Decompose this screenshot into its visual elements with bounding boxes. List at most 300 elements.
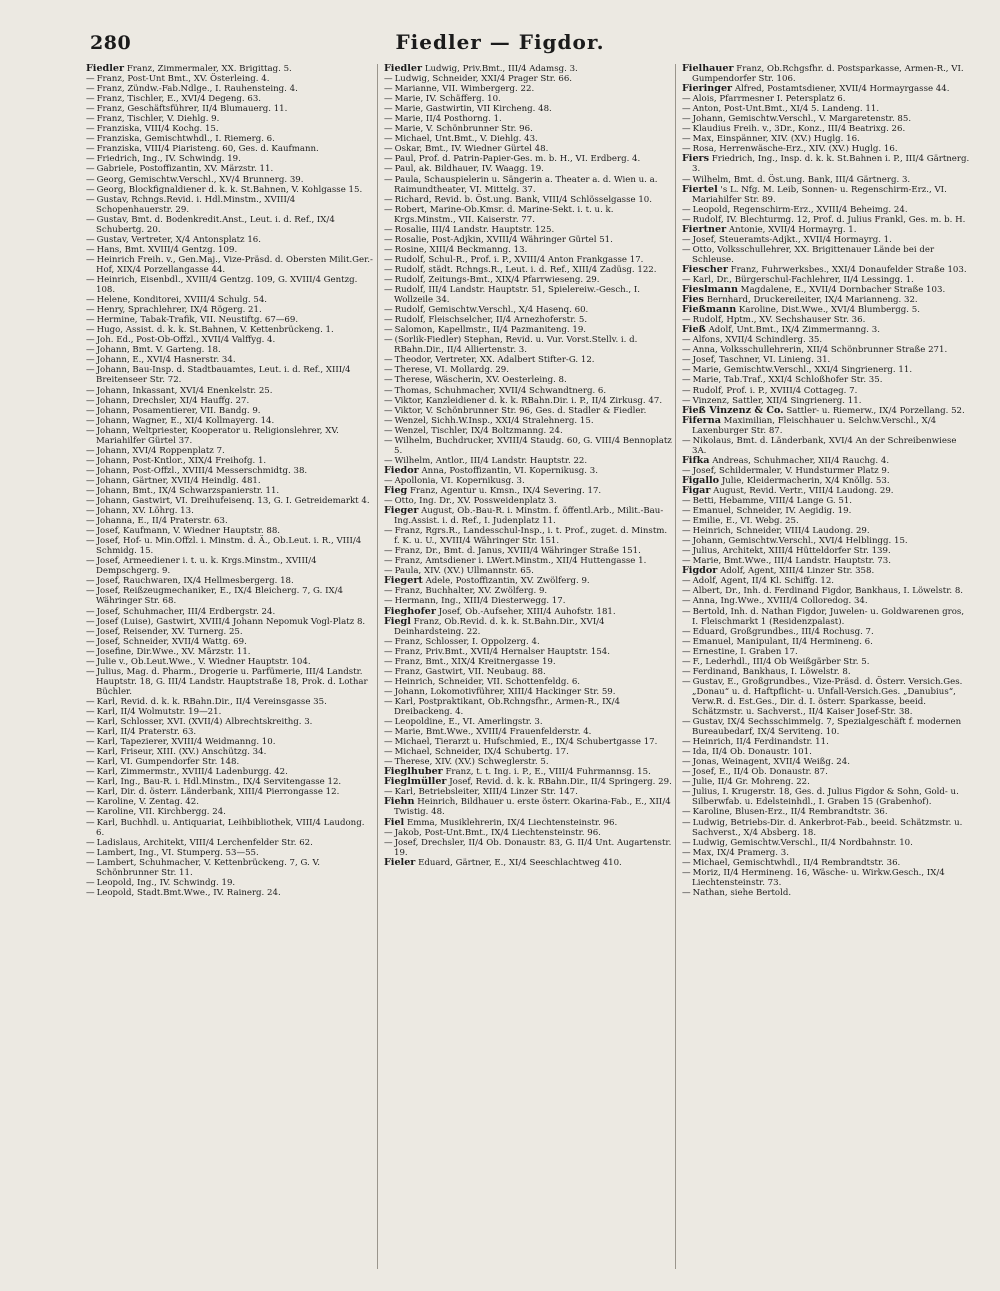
entry-text: Franz, Geschäftsführer, II/4 Blumauerg. 11. xyxy=(96,104,288,115)
continuation-dash: — xyxy=(384,355,393,366)
entry-text: Julius, I. Krugerstr. 18, Ges. d. Julius Figdor & Sohn, Gold- u. Silberwfab. u. Edelsteinhdl., I. Graben 15 (Grabenhof). xyxy=(692,787,959,808)
entry-text: Anna, Postoffizantin, VI. Kopernikusg. 3. xyxy=(421,465,598,476)
entry-text: Gustav, Vertreter, X/4 Antonsplatz 16. xyxy=(96,234,261,245)
continuation-dash: — xyxy=(86,485,95,496)
directory-entry xyxy=(682,627,970,637)
continuation-dash: — xyxy=(682,596,691,607)
directory-entry xyxy=(86,305,374,315)
entry-text: Julius, Mag. d. Pharm., Drogerie u. Parfümerie, III/4 Landstr. Hauptstr. 18, G. III/4 Landstr. Hauptstraße 18, Prok. d. Lothar Büchler. xyxy=(96,666,368,697)
entry-text: Gustav, E., Großgrundbes., Vize-Präsd. d. Österr. Versich.Ges. „Donau“ u. d. Haftpflicht- u. Unfall-Versich.Ges. „Danubius“, Verw.R. d. Est.Ges., Dir. d. I. österr. Sparkasse, beeid. Schätzmstr. u. Sachverst., II/4 Kaiser Josef-Str. 38. xyxy=(692,676,963,717)
directory-entry xyxy=(384,566,672,576)
directory-entry xyxy=(682,466,970,476)
entry-text: Johann, Gemischtw.Verschl., V. Margaretenstr. 85. xyxy=(692,114,912,125)
directory-entry xyxy=(384,205,672,225)
continuation-dash: — xyxy=(384,666,393,677)
entry-text: Ludwig, Gemischtw.Verschl., II/4 Nordbahnstr. 10. xyxy=(692,837,913,848)
directory-entry xyxy=(384,667,672,677)
continuation-dash: — xyxy=(384,365,393,376)
directory-entry xyxy=(682,747,970,757)
directory-entry xyxy=(384,406,672,416)
directory-entry xyxy=(86,757,374,767)
directory-entry xyxy=(682,285,970,295)
entry-text: Andreas, Schuhmacher, XII/4 Rauchg. 4. xyxy=(712,455,890,466)
continuation-dash: — xyxy=(86,114,95,125)
directory-entry xyxy=(682,888,970,898)
directory-entry xyxy=(86,275,374,295)
entry-text: Therese, XIV. (XV.) Schweglerstr. 5. xyxy=(394,757,549,768)
entry-text: Josef, Kaufmann, V. Wiedner Hauptstr. 88. xyxy=(96,526,281,537)
directory-entry xyxy=(384,717,672,727)
directory-entry xyxy=(86,838,374,848)
continuation-dash: — xyxy=(86,576,95,587)
continuation-dash: — xyxy=(682,234,691,245)
entry-text: Wilhelm, Bmt. d. Öst.ung. Bank, III/4 Gärtnerg. 3. xyxy=(692,174,911,185)
entry-text: F., Lederhdl., III/4 Ob Weißgärber Str. 5. xyxy=(692,656,870,667)
entry-surname: Fiehn xyxy=(384,796,415,808)
directory-entry xyxy=(384,285,672,305)
continuation-dash: — xyxy=(682,626,691,637)
continuation-dash: — xyxy=(682,887,691,898)
directory-entry xyxy=(384,114,672,124)
entry-text: Franz, Dr., Bmt. d. Janus, XVIII/4 Währinger Straße 151. xyxy=(394,546,641,557)
continuation-dash: — xyxy=(86,787,95,798)
entry-text: Otto, Volksschullehrer, XX. Brigittenauer Lände bei der Schleuse. xyxy=(692,244,935,265)
directory-entry xyxy=(86,185,374,195)
continuation-dash: — xyxy=(86,586,95,597)
continuation-dash: — xyxy=(384,737,393,748)
entry-text: Maximilian, Fleischhauer u. Selchw.Verschl., X/4 Laxenburger Str. 87. xyxy=(692,415,937,436)
continuation-dash: — xyxy=(86,877,95,888)
entry-text: Franz, Gastwirt, VII. Neubaug. 88. xyxy=(394,666,546,677)
directory-entry xyxy=(682,476,970,486)
entry-text: Josef, Taschner, VI. Linieng. 31. xyxy=(692,355,831,366)
entry-text: Thomas, Schuhmacher, XVII/4 Schwandtnerg. 6. xyxy=(394,385,607,396)
directory-entry xyxy=(384,586,672,596)
directory-entry xyxy=(86,848,374,858)
entry-text: Georg, Blockfignaldiener d. k. k. St.Bahnen, V. Kohlgasse 15. xyxy=(96,184,363,195)
directory-entry xyxy=(86,486,374,496)
directory-entry xyxy=(86,727,374,737)
directory-entry xyxy=(682,386,970,396)
entry-text: Max, IX/4 Pramerg. 3. xyxy=(692,847,789,858)
directory-entry xyxy=(86,295,374,305)
entry-text: Franz, t. t. Ing. i. P., E., VIII/4 Fuhrmannsg. 15. xyxy=(445,767,651,778)
continuation-dash: — xyxy=(86,857,95,868)
directory-entry xyxy=(384,375,672,385)
directory-entry xyxy=(86,516,374,526)
continuation-dash: — xyxy=(682,204,691,215)
entry-text: Heinrich Freih. v., Gen.Maj., Vize-Präsd. d. Obersten Milit.Ger.-Hof, XIX/4 Porzellangasse 44. xyxy=(96,254,373,275)
directory-entry xyxy=(86,84,374,94)
entry-text: Bernhard, Druckereileiter, IX/4 Marianneng. 32. xyxy=(706,295,918,306)
entry-text: Moriz, II/4 Hermineng. 16, Wäsche- u. Wirkw.Gesch., IX/4 Liechtensteinstr. 73. xyxy=(692,867,945,888)
directory-entry xyxy=(682,858,970,868)
entry-text: Michael, Gemischtwhdl., II/4 Rembrandtstr. 36. xyxy=(692,857,901,868)
directory-entry xyxy=(86,195,374,215)
continuation-dash: — xyxy=(86,124,95,135)
column-right xyxy=(675,64,970,1269)
directory-entry xyxy=(86,858,374,878)
entry-text: Franz, Bmt., XIX/4 Kreitnergasse 19. xyxy=(394,656,556,667)
continuation-dash: — xyxy=(682,636,691,647)
entry-surname: Fiertner xyxy=(682,223,727,235)
continuation-dash: — xyxy=(682,516,691,527)
continuation-dash: — xyxy=(86,646,95,657)
continuation-dash: — xyxy=(682,94,691,105)
entry-text: Wilhelm, Buchdrucker, XVIII/4 Staudg. 60, G. VIII/4 Bennoplatz 5. xyxy=(394,435,672,456)
continuation-dash: — xyxy=(86,496,95,507)
directory-entry xyxy=(384,697,672,717)
continuation-dash: — xyxy=(384,656,393,667)
directory-entry xyxy=(384,426,672,436)
entry-surname: Fieger xyxy=(384,505,419,517)
continuation-dash: — xyxy=(682,666,691,677)
directory-entry xyxy=(86,255,374,275)
entry-text: Karl, Friseur, XIII. (XV.) Anschützg. 34. xyxy=(96,747,267,758)
entry-text: Therese, VI. Mollardg. 29. xyxy=(394,365,509,376)
continuation-dash: — xyxy=(682,837,691,848)
entry-text: Marie, Gemischtw.Verschl., XXI/4 Singrienerg. 11. xyxy=(692,365,913,376)
directory-entry xyxy=(86,345,374,355)
continuation-dash: — xyxy=(384,415,393,426)
entry-text: Marie, Bmt.Wwe., III/4 Landstr. Hauptstr. 73. xyxy=(692,556,891,567)
entry-text: Viktor, V. Schönbrunner Str. 96, Ges. d. Stadler & Fiedler. xyxy=(394,405,647,416)
continuation-dash: — xyxy=(86,717,95,728)
directory-entry xyxy=(682,556,970,566)
entry-text: Max, Einspänner, XIV. (XV.) Huglg. 16. xyxy=(692,134,860,145)
directory-entry xyxy=(384,144,672,154)
directory-entry xyxy=(86,175,374,185)
continuation-dash: — xyxy=(682,385,691,396)
entry-text: Albert, Dr., Inh. d. Ferdinand Figdor, Bankhaus, I. Löwelstr. 8. xyxy=(692,586,964,597)
entry-text: Franz, Tischler, V. Diehlg. 9. xyxy=(96,114,220,125)
entry-text: Josef, Armeediener i. t. u. k. Krgs.Minstm., XVIII/4 Dempschgerg. 9. xyxy=(96,556,317,577)
entry-text: Rudolf, Gemischtw.Verschl., X/4 Hasenq. 60. xyxy=(394,305,589,316)
continuation-dash: — xyxy=(682,777,691,788)
entry-text: Jakob, Post-Unt.Bmt., IX/4 Liechtensteinstr. 96. xyxy=(394,827,601,838)
continuation-dash: — xyxy=(86,797,95,808)
continuation-dash: — xyxy=(86,727,95,738)
directory-entry xyxy=(682,114,970,124)
entry-text: Heinrich, Schneider, VIII/4 Laudong. 29. xyxy=(692,526,870,537)
continuation-dash: — xyxy=(384,586,393,597)
directory-entry xyxy=(86,365,374,385)
entry-text: (Sorlik-Fiedler) Stephan, Revid. u. Vur. Vorst.Stellv. i. d. RBahn.Dir., II/4 Alliertenstr. 3. xyxy=(394,335,638,356)
entry-text: Hugo, Assist. d. k. k. St.Bahnen, V. Kettenbrückeng. 1. xyxy=(96,325,334,336)
directory-entry xyxy=(86,74,374,84)
directory-entry xyxy=(384,506,672,526)
entry-text: Michael, Unt.Bmt., V. Diehlg. 43. xyxy=(394,134,538,145)
directory-entry xyxy=(86,506,374,516)
directory-entry xyxy=(86,154,374,164)
continuation-dash: — xyxy=(86,164,95,175)
entry-text: Rudolf, Hptm., XV. Sechshauser Str. 36. xyxy=(692,315,866,326)
continuation-dash: — xyxy=(86,465,95,476)
entry-surname: Fieslmann xyxy=(682,284,738,296)
directory-entry xyxy=(86,315,374,325)
continuation-dash: — xyxy=(682,174,691,185)
continuation-dash: — xyxy=(86,506,95,517)
entry-text: Franziska, Gemischtwhdl., I. Riemerg. 6. xyxy=(96,134,275,145)
directory-entry xyxy=(682,838,970,848)
continuation-dash: — xyxy=(384,234,393,245)
directory-entry xyxy=(384,355,672,365)
directory-entry xyxy=(86,526,374,536)
continuation-dash: — xyxy=(384,244,393,255)
column-left xyxy=(86,64,374,1269)
continuation-dash: — xyxy=(86,516,95,527)
directory-entry xyxy=(682,175,970,185)
entry-text: Franziska, VIII/4 Kochg. 15. xyxy=(96,124,219,135)
entry-text: Paul, Prof. d. Patrin-Papier-Ges. m. b. H., VI. Erdberg. 4. xyxy=(394,154,641,165)
entry-text: Wenzel, Tischler, IX/4 Boltzmanng. 24. xyxy=(394,425,563,436)
continuation-dash: — xyxy=(384,154,393,165)
continuation-dash: — xyxy=(384,546,393,557)
directory-entry xyxy=(682,807,970,817)
directory-entry xyxy=(682,526,970,536)
entry-text: Marie, Gastwirtin, VII Kircheng. 48. xyxy=(394,104,552,115)
entry-text: Marie, Bmt.Wwe., XVIII/4 Frauenfelderstr. 4. xyxy=(394,727,592,738)
entry-text: Joh. Ed., Post-Ob-Offzl., XVII/4 Valffyg. 4. xyxy=(96,335,276,346)
entry-text: Heinrich, Schneider, VII. Schottenfeldg. 6. xyxy=(394,676,581,687)
directory-entry xyxy=(682,717,970,737)
directory-entry xyxy=(682,516,970,526)
entry-text: Johann, Weltpriester, Kooperator u. Religionslehrer, XV. Mariahilfer Gürtel 37. xyxy=(96,425,339,446)
entry-text: Karoline, Blusen-Erz., II/4 Rembrandtstr. 36. xyxy=(692,807,888,818)
entry-text: Anton, Post-Unt.Bmt., XI/4 5. Landeng. 11. xyxy=(692,104,880,115)
directory-entry xyxy=(384,315,672,325)
entry-text: Michael, Schneider, IX/4 Schubertg. 17. xyxy=(394,747,569,758)
directory-entry xyxy=(86,94,374,104)
directory-entry xyxy=(86,747,374,757)
entry-surname: Fiedler xyxy=(384,64,423,74)
continuation-dash: — xyxy=(384,676,393,687)
entry-text: Rudolf, IV. Blechturmg. 12, Prof. d. Julius Frankl, Ges. m. b. H. xyxy=(692,214,966,225)
directory-entry xyxy=(682,757,970,767)
continuation-dash: — xyxy=(384,837,393,848)
entry-text: Johann, E., XVI/4 Hasnerstr. 34. xyxy=(96,355,236,366)
continuation-dash: — xyxy=(384,124,393,135)
continuation-dash: — xyxy=(384,727,393,738)
entry-text: Karoline, VII. Kirchbergg. 24. xyxy=(96,807,226,818)
entry-text: Josef, Steueramts-Adjkt., XVII/4 Hormayrg. 1. xyxy=(692,234,892,245)
continuation-dash: — xyxy=(86,254,95,265)
entry-text: Franz, Post-Unt Bmt., XV. Österleing. 4. xyxy=(96,74,270,85)
entry-text: Karl, VI. Gumpendorfer Str. 148. xyxy=(96,757,240,768)
entry-text: Rudolf, städt. Rchngs.R., Leut. i. d. Ref., XIII/4 Zadüsg. 122. xyxy=(394,264,657,275)
continuation-dash: — xyxy=(682,506,691,517)
directory-entry xyxy=(384,235,672,245)
continuation-dash: — xyxy=(384,144,393,155)
continuation-dash: — xyxy=(384,134,393,145)
directory-entry xyxy=(384,84,672,94)
continuation-dash: — xyxy=(682,717,691,728)
directory-entry xyxy=(682,637,970,647)
directory-entry xyxy=(384,677,672,687)
directory-entry xyxy=(682,596,970,606)
entry-text: Marie, IV. Schäfferg. 10. xyxy=(394,94,501,105)
continuation-dash: — xyxy=(86,174,95,185)
entry-text: Johann, XVI/4 Roppenplatz 7. xyxy=(96,445,225,456)
continuation-dash: — xyxy=(384,74,393,85)
directory-entry xyxy=(86,647,374,657)
entry-text: Johanna, E., II/4 Praterstr. 63. xyxy=(96,516,228,527)
entry-text: August, Revid. Vertr., VIII/4 Laudong. 29. xyxy=(713,485,894,496)
continuation-dash: — xyxy=(384,174,393,185)
directory-entry xyxy=(384,325,672,335)
continuation-dash: — xyxy=(384,315,393,326)
entry-text: Rudolf, Prof. i. P., XVIII/4 Cottageg. 7. xyxy=(692,385,858,396)
directory-entry xyxy=(86,888,374,898)
continuation-dash: — xyxy=(682,817,691,828)
entry-text: Klaudius Freih. v., 3Dr., Konz., III/4 Beatrixg. 26. xyxy=(692,124,906,135)
directory-entry xyxy=(384,466,672,476)
directory-entry xyxy=(86,667,374,697)
continuation-dash: — xyxy=(682,274,691,285)
entry-text: Josef, Ob.-Aufseher, XIII/4 Auhofstr. 181. xyxy=(438,606,616,617)
directory-entry xyxy=(384,175,672,195)
directory-entry xyxy=(384,275,672,285)
continuation-dash: — xyxy=(682,787,691,798)
entry-text: Josef, Schneider, XVII/4 Wattg. 69. xyxy=(96,636,247,647)
entry-text: Johann, Inkassant, XVI/4 Enenkelstr. 25. xyxy=(96,385,273,396)
continuation-dash: — xyxy=(384,556,393,567)
continuation-dash: — xyxy=(86,606,95,617)
directory-entry xyxy=(86,807,374,817)
directory-entry xyxy=(86,215,374,235)
entry-text: Otto, Ing. Dr., XV. Possweidenplatz 3. xyxy=(394,496,557,507)
directory-entry xyxy=(384,687,672,697)
entry-text: Gustav, Rchngs.Revid. i. Hdl.Minstm., XVIII/4 Schopenhauerstr. 29. xyxy=(96,194,296,215)
entry-surname: Fiegert xyxy=(384,575,423,587)
directory-entry xyxy=(86,64,374,74)
entry-text: Emilie, E., VI. Webg. 25. xyxy=(692,516,799,527)
entry-text: Anna, Volksschullehrerin, XII/4 Schönbrunner Straße 271. xyxy=(692,345,948,356)
entry-surname: Fieringer xyxy=(682,83,733,95)
entry-text: Gustav, IX/4 Sechsschimmelg. 7, Spezialgeschäft f. modernen Bureaubedarf, IX/4 Serviteng. 10. xyxy=(692,717,962,738)
continuation-dash: — xyxy=(384,747,393,758)
directory-entry xyxy=(384,255,672,265)
directory-entry xyxy=(682,104,970,114)
entry-text: Johann, Wagner, E., XI/4 Kollmayerg. 14. xyxy=(96,415,275,426)
entry-text: Ferdinand, Bankhaus, I. Löwelstr. 8. xyxy=(692,666,851,677)
entry-text: Rudolf, Schul-R., Prof. i. P., XVIII/4 Anton Frankgasse 17. xyxy=(394,254,644,265)
entry-surname: Fiedler xyxy=(86,64,125,74)
entry-text: Franz, Schlosser, I. Oppolzerg. 4. xyxy=(394,636,540,647)
continuation-dash: — xyxy=(86,365,95,376)
directory-entry xyxy=(682,767,970,777)
entry-text: Johann, Gemischtw.Verschl., XVI/4 Helblingg. 15. xyxy=(692,536,908,547)
entry-text: Friedrich, Ing., Insp. d. k. k. St.Bahnen i. P., III/4 Gärtnerg. 3. xyxy=(692,154,970,175)
entry-surname: Fies xyxy=(682,294,704,306)
entry-text: Johann, Bmt., IX/4 Schwarzspanierstr. 11. xyxy=(96,485,280,496)
continuation-dash: — xyxy=(384,435,393,446)
entry-text: Franz, Zimmermaler, XX. Brigittag. 5. xyxy=(126,64,292,74)
directory-entry xyxy=(682,265,970,275)
directory-entry xyxy=(682,586,970,596)
entry-text: Karl, Ing., Bau-R. i. Hdl.Minstm., IX/4 Servitengasse 12. xyxy=(96,777,342,788)
entry-text: Ida, II/4 Ob. Donaustr. 101. xyxy=(692,747,812,758)
entry-surname: Fieß xyxy=(682,324,706,336)
directory-entry xyxy=(86,737,374,747)
entry-text: Henry, Sprachlehrer, IX/4 Rögerg. 21. xyxy=(96,305,262,316)
entry-text: Vinzenz, Sattler, XII/4 Singrienerg. 11. xyxy=(692,395,862,406)
continuation-dash: — xyxy=(86,837,95,848)
directory-entry xyxy=(384,64,672,74)
entry-surname: Fieler xyxy=(384,856,416,868)
entry-text: Karoline, V. Zentag. 42. xyxy=(96,797,199,808)
page-number: 280 xyxy=(90,32,132,54)
continuation-dash: — xyxy=(86,807,95,818)
entry-text: Gustav, Bmt. d. Bodenkredit.Anst., Leut. i. d. Ref., IX/4 Schubertg. 20. xyxy=(96,214,335,235)
entry-text: Johann, Gastwirt, VI. Dreihufeisenq. 13, G. I. Getreidemarkt 4. xyxy=(96,496,370,507)
entry-text: Johann, Gärtner, XVII/4 Heindlg. 481. xyxy=(96,475,261,486)
directory-entry xyxy=(682,375,970,385)
directory-entry xyxy=(384,637,672,647)
continuation-dash: — xyxy=(86,154,95,165)
entry-text: Bertold, Inh. d. Nathan Figdor, Juwelen- u. Goldwarenen gros, I. Fleischmarkt 1 (Residenzpalast). xyxy=(692,606,965,627)
entry-text: Hermine, Tabak-Trafik, VII. Neustiftg. 67—69. xyxy=(96,315,299,326)
entry-text: Hermann, Ing., XIII/4 Diesterwegg. 17. xyxy=(394,596,566,607)
entry-text: Antonie, XVII/4 Hormayrg. 1. xyxy=(728,224,857,235)
continuation-dash: — xyxy=(682,646,691,657)
directory-entry xyxy=(384,134,672,144)
entry-text: Alfred, Postamtsdiener, XVII/4 Hormayrgasse 44. xyxy=(734,84,950,95)
directory-entry xyxy=(384,476,672,486)
continuation-dash: — xyxy=(384,827,393,838)
directory-columns xyxy=(86,64,970,1269)
entry-text: Anna, Ing.Wwe., XVIII/4 Colloredog. 34. xyxy=(692,596,868,607)
continuation-dash: — xyxy=(86,405,95,416)
continuation-dash: — xyxy=(682,104,691,115)
continuation-dash: — xyxy=(86,415,95,426)
directory-entry xyxy=(682,355,970,365)
directory-entry xyxy=(86,586,374,606)
continuation-dash: — xyxy=(86,666,95,677)
directory-entry xyxy=(384,647,672,657)
continuation-dash: — xyxy=(86,295,95,306)
entry-text: Ladislaus, Architekt, VIII/4 Lerchenfelder Str. 62. xyxy=(96,837,313,848)
continuation-dash: — xyxy=(682,757,691,768)
entry-text: Karl, Dir. d. österr. Länderbank, XIII/4 Pierrongasse 12. xyxy=(96,787,340,798)
entry-surname: Fieghofer xyxy=(384,605,436,617)
continuation-dash: — xyxy=(86,425,95,436)
entry-text: Julie, II/4 Gr. Mohreng. 22. xyxy=(692,777,810,788)
continuation-dash: — xyxy=(682,536,691,547)
entry-text: Karl, Postpraktikant, Ob.Rchngsfhr., Armen-R., IX/4 Dreibackeng. 4. xyxy=(394,696,620,717)
directory-entry xyxy=(384,797,672,817)
entry-text: Franz, Amtsdiener i. LWert.Minstm., XII/4 Huttengasse 1. xyxy=(394,556,647,567)
entry-text: Apollonia, VI. Kopernikusg. 3. xyxy=(394,475,525,486)
continuation-dash: — xyxy=(384,164,393,175)
entry-text: Franz, Agentur u. Kmsn., IX/4 Severing. 17. xyxy=(410,485,602,496)
entry-text: Leopoldine, E., VI. Amerlingstr. 3. xyxy=(394,717,543,728)
continuation-dash: — xyxy=(86,556,95,567)
directory-entry xyxy=(682,84,970,94)
directory-entry xyxy=(86,416,374,426)
continuation-dash: — xyxy=(682,556,691,567)
directory-entry xyxy=(384,94,672,104)
entry-surname: Fiegl xyxy=(384,615,411,627)
continuation-dash: — xyxy=(86,144,95,155)
entry-text: Marianne, VII. Wimbergerg. 22. xyxy=(394,84,535,95)
continuation-dash: — xyxy=(682,244,691,255)
continuation-dash: — xyxy=(682,144,691,155)
directory-entry xyxy=(384,335,672,355)
entry-text: Paula, Schauspielerin u. Sängerin a. Theater a. d. Wien u. a. Raimundtheater, VI. Mittelg. 37. xyxy=(394,174,658,195)
continuation-dash: — xyxy=(682,737,691,748)
continuation-dash: — xyxy=(682,315,691,326)
